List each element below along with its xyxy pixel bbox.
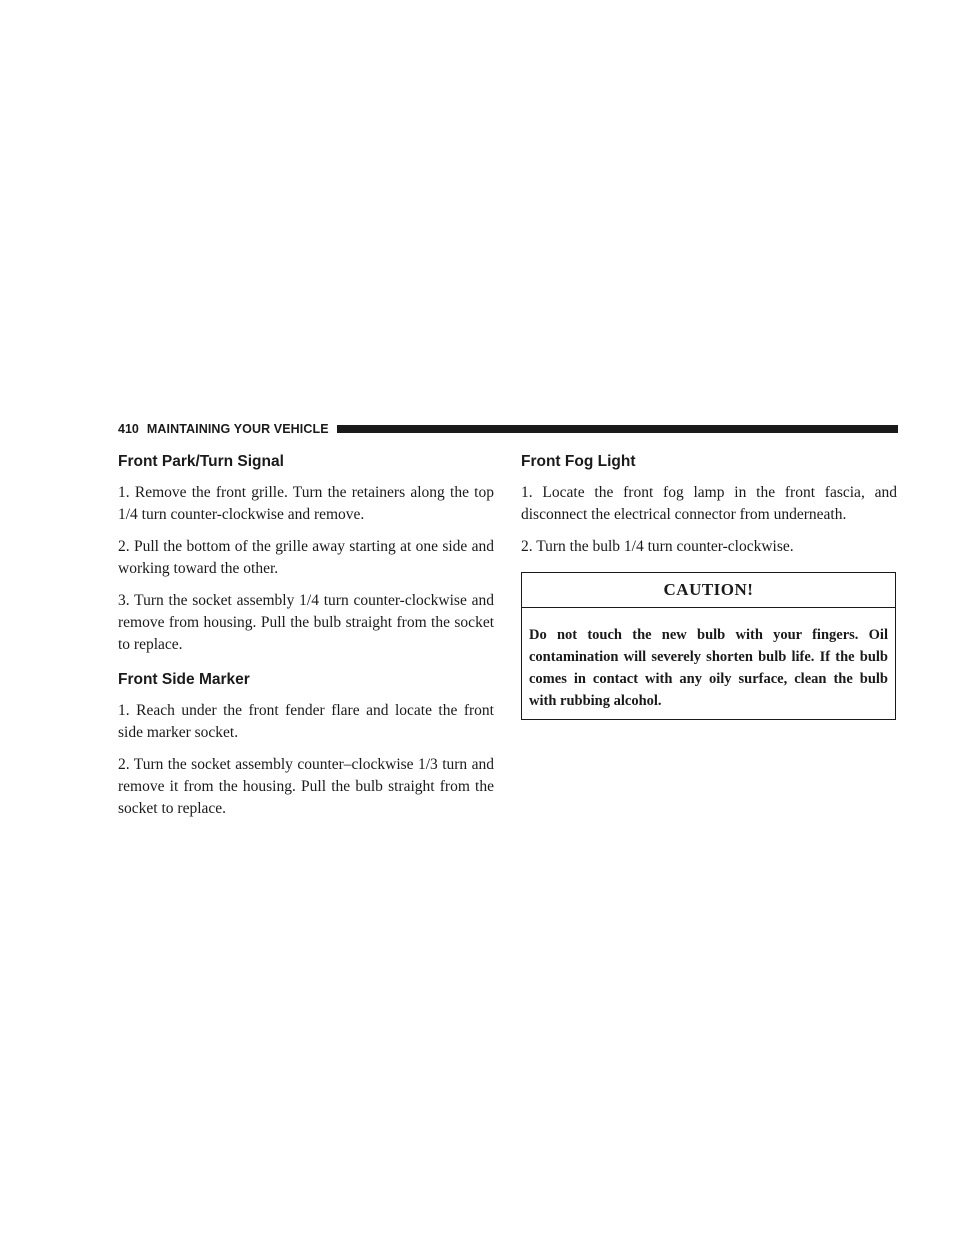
page-number: 410 <box>118 422 139 436</box>
section-title: MAINTAINING YOUR VEHICLE <box>146 422 329 436</box>
header-rule <box>337 425 898 433</box>
park-turn-step-3: 3. Turn the socket assembly 1/4 turn counter-clockwise and remove from housing. Pull the bulb straight from the socket to replace. <box>118 592 494 653</box>
fog-light-heading: Front Fog Light <box>521 453 636 470</box>
side-marker-step-2: 2. Turn the socket assembly counter–clockwise 1/3 turn and remove it from the housing. Pull the bulb straight from the socket to replace. <box>118 756 494 817</box>
caution-box <box>521 572 896 720</box>
caution-title: CAUTION! <box>522 573 895 608</box>
side-marker-heading: Front Side Marker <box>118 671 250 688</box>
park-turn-heading: Front Park/Turn Signal <box>118 453 284 470</box>
park-turn-step-2: 2. Pull the bottom of the grille away starting at one side and working toward the other. <box>118 538 494 577</box>
park-turn-step-1: 1. Remove the front grille. Turn the retainers along the top 1/4 turn counter-clockwise and remove. <box>118 484 494 523</box>
fog-light-step-2: 2. Turn the bulb 1/4 turn counter-clockwise. <box>521 538 794 555</box>
side-marker-step-1: 1. Reach under the front fender flare and locate the front side marker socket. <box>118 702 494 741</box>
fog-light-step-1: 1. Locate the front fog lamp in the front fascia, and disconnect the electrical connector from underneath. <box>521 484 897 523</box>
left-column <box>118 452 494 830</box>
page-header <box>118 421 898 437</box>
right-column <box>521 452 897 720</box>
caution-text: Do not touch the new bulb with your fingers. Oil contamination will severely shorten bulb life. If the bulb comes in contact with any oily surface, clean the bulb with rubbing alcohol. <box>529 627 888 709</box>
